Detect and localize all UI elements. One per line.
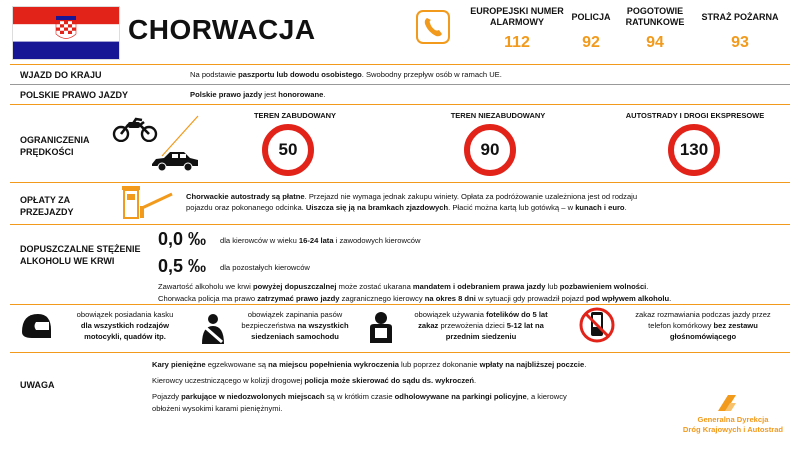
emergency-label: POLICJA [571, 12, 611, 22]
seatbelt-icon [196, 312, 230, 351]
license-text: Polskie prawo jazdy jest honorowane. [190, 90, 326, 99]
speed-zone-label: TEREN NIEZABUDOWANY [450, 111, 546, 120]
emergency-fire [692, 12, 788, 52]
rule-child-seat: obowiązek używania fotelików do 5 lat zakaz przewożenia dzieci 5-12 lat na przednim siedzeniu [414, 310, 548, 341]
rule-seatbelt: obowiązek zapinania pasów bezpieczeństwa na wszystkich siedzeniach samochodu [241, 310, 349, 341]
entry-text: Na podstawie paszportu lub dowodu osobistego. Swobodny przepływ osób w ramach UE. [190, 70, 502, 79]
speed-zone-label: AUTOSTRADY I DROGI EKSPRESOWE [625, 111, 765, 120]
emergency-label: STRAŻ POŻARNA [701, 12, 779, 22]
note-text: Kary pieniężne egzekwowane są na miejscu popełnienia wykroczenia lub poprzez dokonanie wpłaty na najbliższej poczcie. Kierowcy uczestniczącego w kolizji drogowej policja może skierować do sądu ds. wykroczeń. Pojazdy parkujące w niedozwolonych miejscach są w krótkim czasie odholowywane na parkingi policyjne, a kierowcy obłożeni wysokimi karami pieniężnymi. [152, 360, 587, 413]
divider [10, 64, 790, 65]
child-seat-icon [366, 311, 396, 350]
emergency-police [568, 12, 614, 52]
rule-no-phone: zakaz rozmawiania podczas jazdy przez telefon komórkowy bez zestawu głośnomówiącego [635, 310, 771, 341]
alcohol-label: DOPUSZCZALNE STĘŻENIE ALKOHOLU WE KRWI [20, 244, 141, 266]
toll-gate-icon [122, 186, 174, 225]
divider [10, 352, 790, 353]
speed-zone-label: TEREN ZABUDOWANY [253, 111, 337, 120]
speed-sign-90: 90 [464, 124, 516, 176]
alcohol-limit-zero-desc: dla kierowców w wieku 16-24 lata i zawodowych kierowców [220, 236, 421, 245]
license-label: POLSKIE PRAWO JAZDY [20, 90, 129, 100]
divider [10, 182, 790, 183]
emergency-number: 94 [646, 34, 664, 51]
footer-logo-text: Generalna Dyrekcja Dróg Krajowych i Autostrad [682, 415, 784, 434]
croatia-flag [12, 6, 120, 60]
entry-label: WJAZD DO KRAJU [20, 70, 102, 80]
emergency-ambulance [622, 6, 688, 52]
alcohol-limit-half-desc: dla pozostałych kierowców [220, 263, 310, 272]
alcohol-limit-half: 0,5 ‰ [158, 256, 207, 276]
page-title: CHORWACJA [128, 14, 316, 45]
motorcycle-icon [112, 116, 158, 147]
helmet-icon [18, 310, 54, 351]
divider [10, 84, 790, 85]
tolls-label: OPŁATY ZA PRZEJAZDY [20, 195, 74, 217]
car-icon [150, 150, 200, 177]
no-phone-icon [578, 306, 616, 349]
tolls-text: Chorwackie autostrady są płatne. Przejazd nie wymaga jednak zakupu winiety. Opłata za podróżowanie uzależniona jest od rodzaju pojazdu oraz pokonanego odcinka. Uiszcza się ją na bramkach zjazdowych. Płacić można kartą lub gotówką – w kunach i euro. [186, 192, 638, 212]
speed-sign-130: 130 [668, 124, 720, 176]
rule-helmet: obowiązek posiadania kasku dla wszystkich rodzajów motocykli, quadów itp. [76, 310, 174, 341]
alcohol-limit-zero: 0,0 ‰ [158, 229, 207, 249]
speed-label: OGRANICZENIA PRĘDKOŚCI [20, 135, 90, 157]
phone-icon [416, 10, 450, 44]
speed-sign-50: 50 [262, 124, 314, 176]
emergency-number: 92 [582, 34, 600, 51]
divider [10, 224, 790, 225]
emergency-label: EUROPEJSKI NUMER ALARMOWY [470, 6, 564, 27]
alcohol-penalties: Zawartość alkoholu we krwi powyżej dopuszczalnej może zostać ukarana mandatem i odebraniem prawa jazdy lub pozbawieniem wolności. Chorwacka policja ma prawo zatrzymać prawo jazdy zagranicznego kierowcy na okres 8 dni w sytuacji gdy prowadził pojazd pod wpływem alkoholu. [158, 282, 672, 303]
emergency-number: 93 [731, 34, 749, 51]
divider [10, 104, 790, 105]
emergency-label: POGOTOWIE RATUNKOWE [625, 6, 685, 27]
emergency-number: 112 [504, 34, 530, 51]
note-label: UWAGA [20, 380, 55, 390]
emergency-112 [462, 6, 572, 52]
divider [10, 304, 790, 305]
